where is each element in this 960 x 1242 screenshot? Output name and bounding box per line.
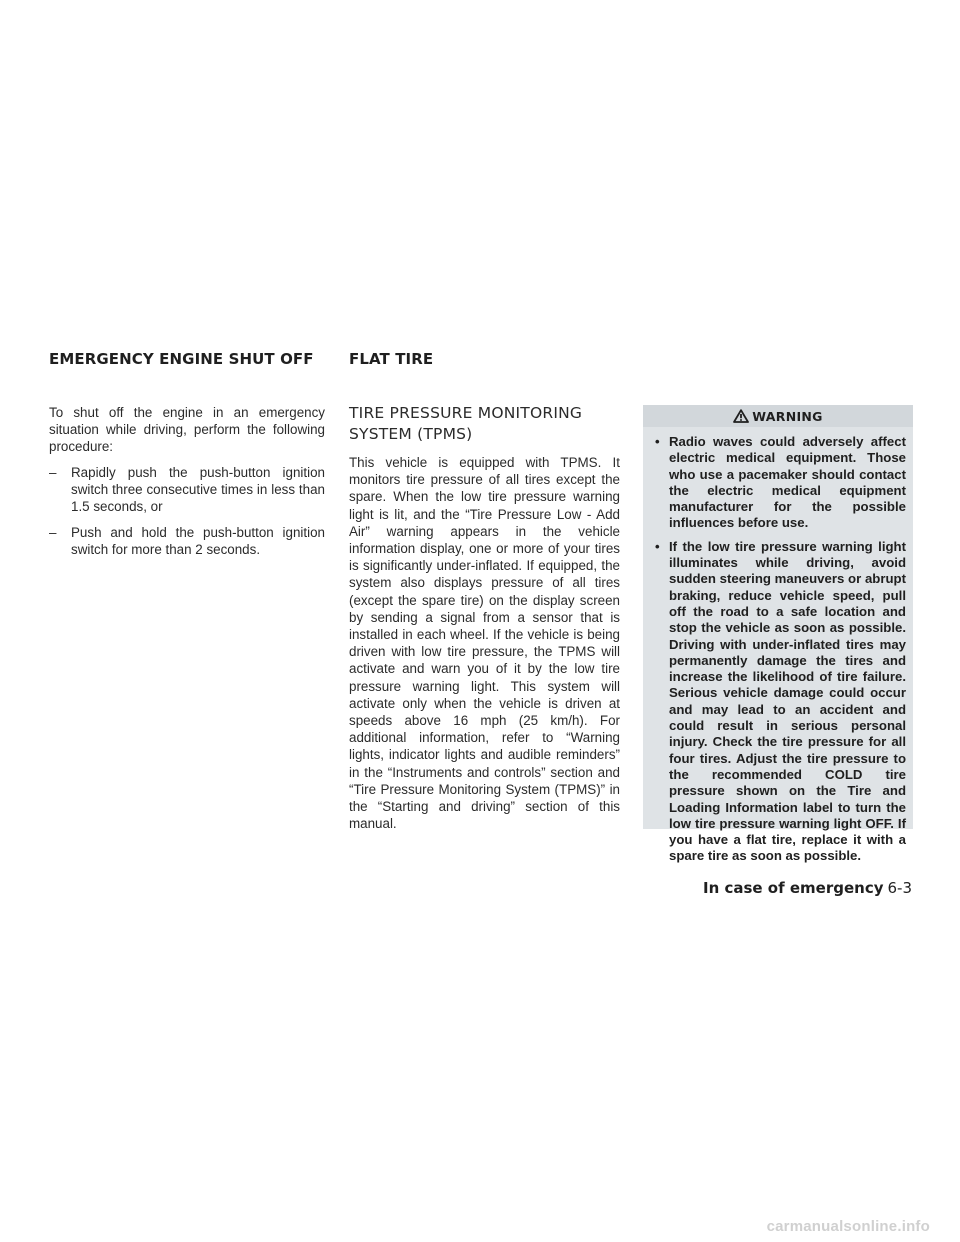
warning-item-text: Radio waves could adversely affect electric medical equipment. Those who use a pacemaker should contact the electric medical equipment manufacturer for the possible influences before use.: [669, 434, 906, 531]
list-item-text: Push and hold the push-button ignition switch for more than 2 seconds.: [71, 525, 325, 558]
list-item: [649, 434, 906, 532]
dash-marker: –: [49, 525, 57, 541]
dash-marker: –: [49, 464, 57, 480]
flat-tire-heading: FLAT TIRE: [349, 350, 434, 368]
list-item-text: Rapidly push the push-button ignition switch three consecutive times in less than 1.5 seconds, or: [71, 464, 325, 515]
warning-header: [643, 405, 913, 427]
page-footer: [703, 879, 912, 897]
tpms-body-text: This vehicle is equipped with TPMS. It monitors tire pressure of all tires except the spare. When the low tire pressure warning light is lit, and the “Tire Pressure Low - Add Air” warning appears in the vehicle information display, one or more of your tires is significantly under-inflated. If equipped, the system also displays pressure of all tires (except the spare tire) on the display screen by sending a signal from a sensor that is installed in each wheel. If the vehicle is being driven with low tire pressure, the TPMS will activate and warn you of it by the low tire pressure warning light. This system will activate only when the vehicle is driven at speeds above 16 mph (25 km/h). For additional information, refer to “Warning lights, indicator lights and audible reminders” in the “Instruments and controls” section and “Tire Pressure Monitoring System (TPMS)” in the “Starting and driving” section of this manual.: [349, 455, 620, 832]
list-item: [49, 524, 325, 558]
warning-list: [643, 434, 913, 865]
warning-title: WARNING: [752, 408, 823, 424]
shut-off-procedure-list: [49, 464, 325, 559]
emergency-shut-off-content: [49, 404, 325, 568]
chapter-title: In case of emergency: [702, 879, 884, 897]
warning-item-text: If the low tire pressure warning light illuminates while driving, avoid sudden steering maneuvers or abrupt braking, reduce vehicle speed, pull off the road to a safe location and stop the vehicle as soon as possible. Driving with under-inflated tires may permanently damage the tires and increase the likelihood of tire failure. Serious vehicle damage could occur and may lead to an accident and could result in serious personal injury. Check the tire pressure for all four tires. Adjust the tire pressure to the recommended COLD tire pressure shown on the Tire and Loading Information label to turn the low tire pressure warning light OFF. If you have a flat tire, replace it with a spare tire as soon as possible.: [669, 538, 906, 864]
emergency-engine-shut-off-heading: EMERGENCY ENGINE SHUT OFF: [49, 350, 314, 368]
watermark-text: carmanualsonline.info: [766, 1218, 930, 1235]
emergency-shut-off-intro: To shut off the engine in an emergency situation while driving, perform the following procedure:: [49, 405, 325, 455]
bullet-marker: •: [655, 538, 660, 554]
list-item: [49, 464, 325, 516]
tpms-subheading: TIRE PRESSURE MONITORING SYSTEM (TPMS): [349, 404, 583, 443]
tpms-content: [349, 403, 620, 832]
page-number: 6-3: [887, 879, 912, 897]
warning-box: [643, 405, 913, 864]
list-item: [649, 539, 906, 865]
warning-triangle-icon: [733, 409, 749, 423]
bullet-marker: •: [655, 434, 660, 449]
